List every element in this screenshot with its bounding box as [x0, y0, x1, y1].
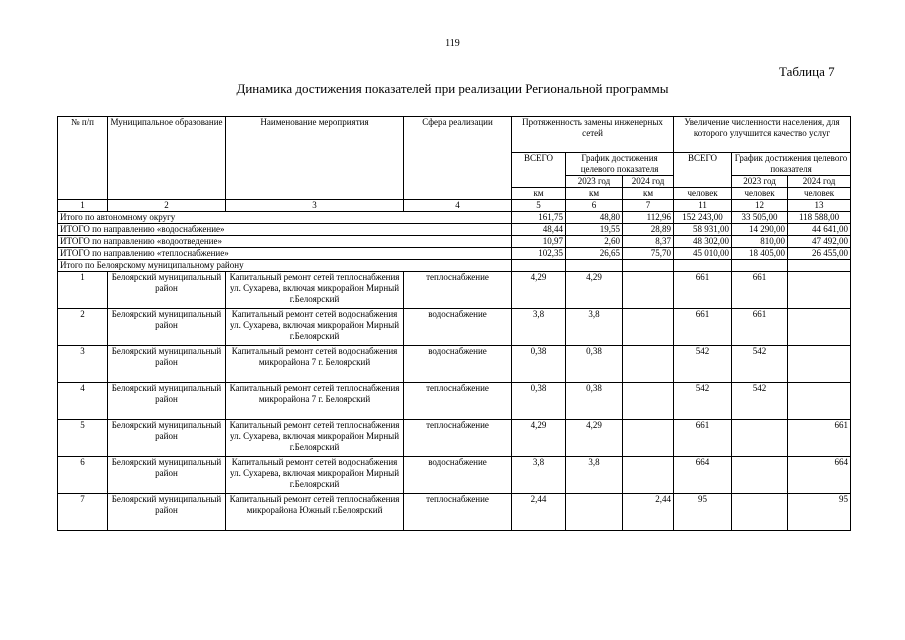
row-number: 4: [58, 383, 108, 420]
row-value: [788, 346, 851, 383]
row-value: 0,38: [512, 346, 566, 383]
column-number: 5: [512, 200, 566, 212]
row-value: 661: [788, 420, 851, 457]
header-event: Наименование мероприятия: [226, 117, 404, 200]
header-num: № п/п: [58, 117, 108, 200]
header-pop-2023: 2023 год: [732, 176, 788, 188]
summary-row: [58, 248, 851, 260]
row-value: 542: [732, 383, 788, 420]
table-row: [58, 346, 851, 383]
row-number: 3: [58, 346, 108, 383]
summary-value: 18 405,00: [732, 248, 788, 260]
summary-row: [58, 224, 851, 236]
unit-people: человек: [788, 188, 851, 200]
row-value: [623, 457, 674, 494]
row-value: 542: [674, 383, 732, 420]
row-value: 95: [788, 494, 851, 531]
summary-value: 102,35: [512, 248, 566, 260]
row-event: Капитальный ремонт сетей водоснабжения ул. Сухарева, включая микрорайон Мирный г.Белоярский: [226, 457, 404, 494]
summary-value: 47 492,00: [788, 236, 851, 248]
row-municipality: Белоярский муниципальный район: [108, 420, 226, 457]
row-value: [623, 383, 674, 420]
summary-label: ИТОГО по направлению «водоснабжение»: [58, 224, 512, 236]
header-municipality: Муниципальное образование: [108, 117, 226, 200]
header-length-2024: 2024 год: [623, 176, 674, 188]
row-number: 7: [58, 494, 108, 531]
row-sphere: теплоснабжение: [404, 383, 512, 420]
column-number: 11: [674, 200, 732, 212]
summary-value: 810,00: [732, 236, 788, 248]
summary-value: 33 505,00: [732, 212, 788, 224]
row-value: 661: [732, 309, 788, 346]
row-value: [732, 420, 788, 457]
row-municipality: Белоярский муниципальный район: [108, 346, 226, 383]
row-number: 2: [58, 309, 108, 346]
row-number: 6: [58, 457, 108, 494]
column-number: 13: [788, 200, 851, 212]
header-population: Увеличение численности населения, для которого улучшится качество услуг: [674, 117, 851, 153]
row-value: [623, 420, 674, 457]
summary-value: 112,96: [623, 212, 674, 224]
summary-value: 19,55: [566, 224, 623, 236]
header-length-total: ВСЕГО: [512, 153, 566, 188]
document-title: Динамика достижения показателей при реализации Региональной программы: [236, 81, 669, 96]
row-value: 4,29: [512, 420, 566, 457]
table-row: [58, 383, 851, 420]
unit-km: км: [623, 188, 674, 200]
table-header: [58, 117, 851, 212]
summary-value: 48,80: [566, 212, 623, 224]
header-length: Протяженность замены инженерных сетей: [512, 117, 674, 153]
summary-value: 75,70: [623, 248, 674, 260]
summary-value: 8,37: [623, 236, 674, 248]
row-value: 0,38: [566, 346, 623, 383]
row-number: 1: [58, 272, 108, 309]
summary-value: 58 931,00: [674, 224, 732, 236]
row-sphere: водоснабжение: [404, 346, 512, 383]
summary-value: 45 010,00: [674, 248, 732, 260]
row-municipality: Белоярский муниципальный район: [108, 457, 226, 494]
table-row: [58, 272, 851, 309]
unit-people: человек: [674, 188, 732, 200]
summary-label: ИТОГО по направлению «теплоснабжение»: [58, 248, 512, 260]
unit-km: км: [566, 188, 623, 200]
row-value: 4,29: [566, 272, 623, 309]
table-body: [58, 212, 851, 531]
row-value: 661: [732, 272, 788, 309]
row-value: 661: [674, 309, 732, 346]
summary-value: 2,60: [566, 236, 623, 248]
row-event: Капитальный ремонт сетей теплоснабжения ул. Сухарева, включая микрорайон Мирный г.Белоярский: [226, 272, 404, 309]
header-length-schedule: График достижения целевого показателя: [566, 153, 674, 176]
page-number: 119: [445, 38, 460, 49]
row-value: 542: [732, 346, 788, 383]
row-municipality: Белоярский муниципальный район: [108, 383, 226, 420]
header-pop-total: ВСЕГО: [674, 153, 732, 188]
summary-value: 44 641,00: [788, 224, 851, 236]
header-pop-schedule: График достижения целевого показателя: [732, 153, 851, 176]
row-sphere: теплоснабжение: [404, 494, 512, 531]
row-value: 0,38: [566, 383, 623, 420]
row-value: [623, 272, 674, 309]
summary-value: 152 243,00: [674, 212, 732, 224]
row-value: 4,29: [566, 420, 623, 457]
row-value: 661: [674, 272, 732, 309]
table-row: [58, 457, 851, 494]
column-number: 6: [566, 200, 623, 212]
row-value: [788, 383, 851, 420]
row-value: 3,8: [512, 457, 566, 494]
row-value: 4,29: [512, 272, 566, 309]
district-row: [58, 260, 851, 272]
row-value: 3,8: [566, 457, 623, 494]
summary-value: 10,97: [512, 236, 566, 248]
summary-value: 26 455,00: [788, 248, 851, 260]
summary-value: 48,44: [512, 224, 566, 236]
district-label: Итого по Белоярскому муниципальному району: [58, 260, 512, 272]
row-municipality: Белоярский муниципальный район: [108, 272, 226, 309]
summary-value: 48 302,00: [674, 236, 732, 248]
column-number: 3: [226, 200, 404, 212]
row-value: [732, 494, 788, 531]
row-event: Капитальный ремонт сетей теплоснабжения ул. Сухарева, включая микрорайон Мирный г.Белоярский: [226, 420, 404, 457]
summary-label: ИТОГО по направлению «водоотведение»: [58, 236, 512, 248]
table-row: [58, 420, 851, 457]
column-number: 4: [404, 200, 512, 212]
table-row: [58, 309, 851, 346]
row-value: [623, 309, 674, 346]
column-number: 1: [58, 200, 108, 212]
summary-value: 118 588,00: [788, 212, 851, 224]
row-municipality: Белоярский муниципальный район: [108, 309, 226, 346]
summary-value: 26,65: [566, 248, 623, 260]
indicators-table: [57, 116, 851, 531]
row-value: 2,44: [623, 494, 674, 531]
column-number: 12: [732, 200, 788, 212]
summary-label: Итого по автономному округу: [58, 212, 512, 224]
header-length-2023: 2023 год: [566, 176, 623, 188]
row-event: Капитальный ремонт сетей теплоснабжения микрорайона 7 г. Белоярский: [226, 383, 404, 420]
row-number: 5: [58, 420, 108, 457]
row-value: 661: [674, 420, 732, 457]
row-sphere: теплоснабжение: [404, 272, 512, 309]
row-value: 95: [674, 494, 732, 531]
row-sphere: водоснабжение: [404, 457, 512, 494]
row-value: 2,44: [512, 494, 566, 531]
row-value: 0,38: [512, 383, 566, 420]
unit-people: человек: [732, 188, 788, 200]
row-sphere: водоснабжение: [404, 309, 512, 346]
row-event: Капитальный ремонт сетей теплоснабжения микрорайона Южный г.Белоярский: [226, 494, 404, 531]
row-event: Капитальный ремонт сетей водоснабжения ул. Сухарева, включая микрорайон Мирный г.Белоярский: [226, 309, 404, 346]
row-value: [623, 346, 674, 383]
table-label: Таблица 7: [779, 64, 835, 79]
row-value: [788, 309, 851, 346]
row-value: 3,8: [512, 309, 566, 346]
row-value: [566, 494, 623, 531]
summary-row: [58, 236, 851, 248]
column-number: 7: [623, 200, 674, 212]
header-pop-2024: 2024 год: [788, 176, 851, 188]
summary-value: 28,89: [623, 224, 674, 236]
row-value: 664: [674, 457, 732, 494]
column-number: 2: [108, 200, 226, 212]
row-event: Капитальный ремонт сетей водоснабжения микрорайона 7 г. Белоярский: [226, 346, 404, 383]
row-value: 664: [788, 457, 851, 494]
row-sphere: теплоснабжение: [404, 420, 512, 457]
header-sphere: Сфера реализации: [404, 117, 512, 200]
row-value: 3,8: [566, 309, 623, 346]
summary-row: [58, 212, 851, 224]
row-value: 542: [674, 346, 732, 383]
row-value: [788, 272, 851, 309]
row-value: [732, 457, 788, 494]
summary-value: 14 290,00: [732, 224, 788, 236]
summary-value: 161,75: [512, 212, 566, 224]
unit-km: км: [512, 188, 566, 200]
table-row: [58, 494, 851, 531]
row-municipality: Белоярский муниципальный район: [108, 494, 226, 531]
